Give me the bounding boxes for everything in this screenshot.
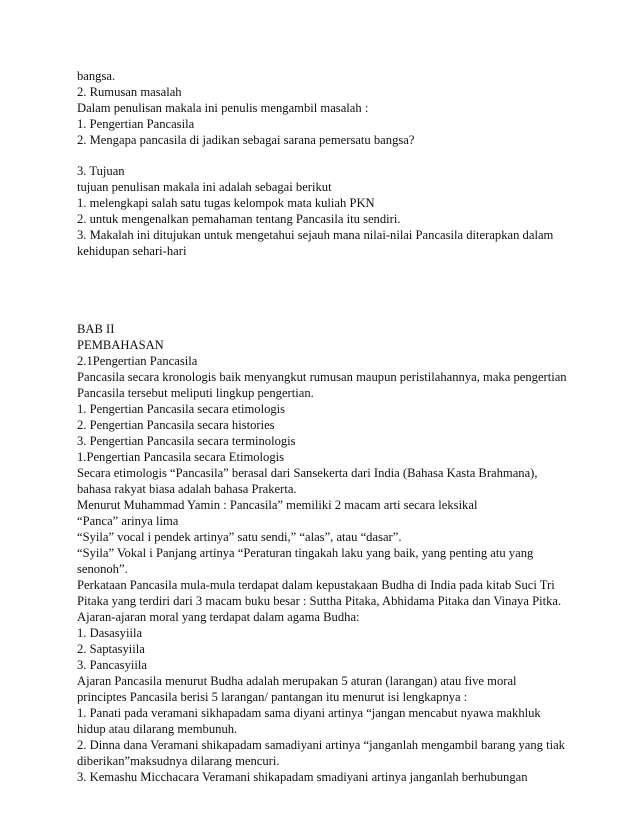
text-line: 1. Pengertian Pancasila — [77, 117, 195, 131]
text-line: kehidupan sehari-hari — [77, 244, 187, 258]
section-heading: 2.1Pengertian Pancasila — [77, 354, 198, 368]
text-line: hidup atau dilarang membunuh. — [77, 722, 238, 736]
text-line: Secara etimologis “Pancasila” berasal dari Sansekerta dari India (Bahasa Kasta Brahmana), — [77, 466, 538, 480]
text-line: bahasa rakyat biasa adalah bahasa Prakerta. — [77, 482, 297, 496]
text-line: 1. Panati pada veramani sikhapadam sama diyani artinya “jangan mencabut nyawa makhluk — [77, 706, 541, 720]
text-line: Perkataan Pancasila mula-mula terdapat dalam kepustakaan Budha di India pada kitab Suci Tri — [77, 578, 555, 592]
text-line: diberikan”maksudnya dilarang mencuri. — [77, 754, 280, 768]
text-line: “Syila” vocal i pendek artinya” satu sendi,” “alas”, atau “dasar”. — [77, 530, 402, 544]
text-line: 2. Saptasyiila — [77, 642, 145, 656]
text-line: senonoh”. — [77, 562, 128, 576]
text-line: 1.Pengertian Pancasila secara Etimologis — [77, 450, 285, 464]
text-line: principtes Pancasila berisi 5 larangan/ pantangan itu menurut isi lengkapnya : — [77, 690, 468, 704]
text-line: Pancasila secara kronologis baik menyangkut rumusan maupun peristilahannya, maka pengertian — [77, 370, 567, 384]
text-line: “Syila” Vokal i Panjang artinya “Peraturan tingakah laku yang baik, yang penting atu yang — [77, 546, 534, 560]
text-line: Ajaran-ajaran moral yang terdapat dalam agama Budha: — [77, 610, 360, 624]
text-line: tujuan penulisan makala ini adalah sebagai berikut — [77, 180, 332, 194]
text-line: Pancasila tersebut meliputi lingkup pengertian. — [77, 386, 314, 400]
chapter-heading: BAB II — [77, 322, 115, 336]
text-line: Menurut Muhammad Yamin : Pancasila” memiliki 2 macam arti secara leksikal — [77, 498, 478, 512]
text-line: 2. Rumusan masalah — [77, 85, 182, 99]
text-line: Pitaka yang terdiri dari 3 macam buku besar : Suttha Pitaka, Abhidama Pitaka dan Vinaya Pitka. — [77, 594, 562, 608]
text-line: bangsa. — [77, 69, 116, 83]
text-line: 3. Pancasyiila — [77, 658, 147, 672]
text-line: 1. melengkapi salah satu tugas kelompok mata kuliah PKN — [77, 196, 375, 210]
text-line: “Panca” arinya lima — [77, 514, 179, 528]
text-line: 2. untuk mengenalkan pemahaman tentang Pancasila itu sendiri. — [77, 212, 401, 226]
text-line: 2. Mengapa pancasila di jadikan sebagai sarana pemersatu bangsa? — [77, 133, 415, 147]
text-line: Dalam penulisan makala ini penulis mengambil masalah : — [77, 101, 369, 115]
text-line: 3. Pengertian Pancasila secara terminologis — [77, 434, 296, 448]
text-line: 3. Kemashu Micchacara Veramani shikapadam smadiyani artinya janganlah berhubungan — [77, 770, 528, 784]
chapter-title: PEMBAHASAN — [77, 338, 164, 352]
text-line: 1. Dasasyiila — [77, 626, 143, 640]
text-line: 1. Pengertian Pancasila secara etimologis — [77, 402, 286, 416]
text-line: 2. Dinna dana Veramani shikapadam samadiyani artinya “janganlah mengambil barang yang tiak — [77, 738, 565, 752]
text-line: 3. Makalah ini ditujukan untuk mengetahui sejauh mana nilai-nilai Pancasila diterapkan dalam — [77, 228, 554, 242]
text-line: 2. Pengertian Pancasila secara histories — [77, 418, 275, 432]
section-heading: 3. Tujuan — [77, 164, 125, 178]
text-line: Ajaran Pancasila menurut Budha adalah merupakan 5 aturan (larangan) atau five moral — [77, 674, 517, 688]
